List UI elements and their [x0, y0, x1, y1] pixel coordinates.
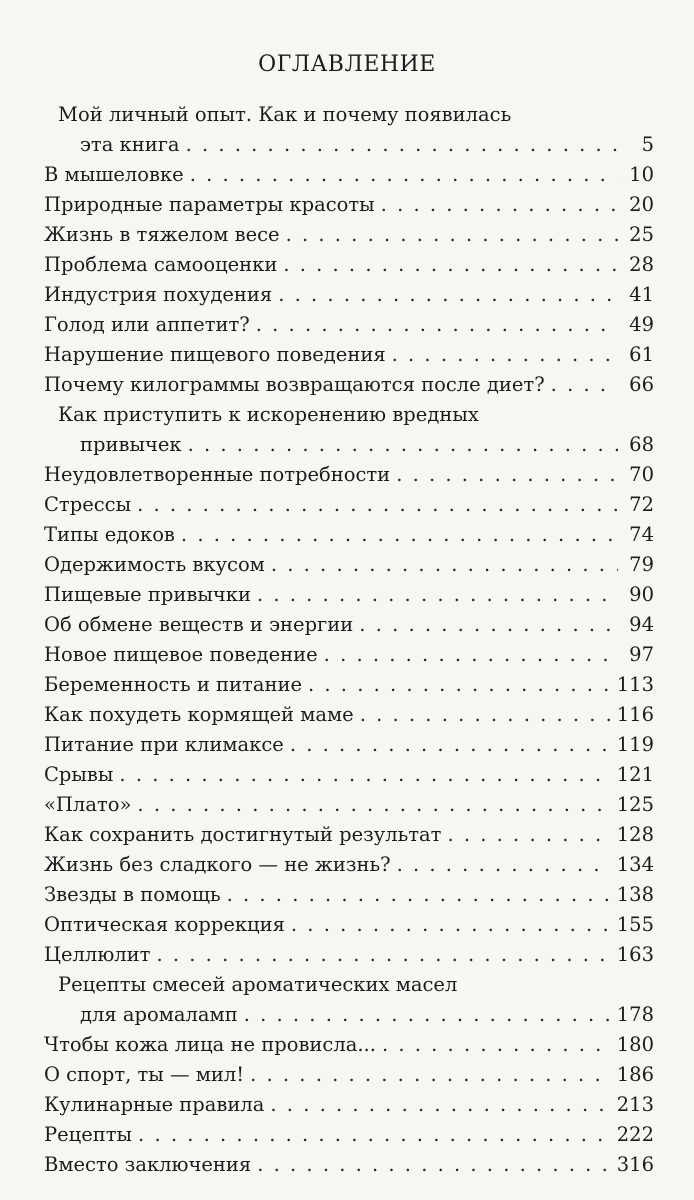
toc-entry-title: Звезды в помощь: [44, 883, 221, 906]
toc-entry-line: [0, 880, 694, 910]
dot-leader: [286, 220, 618, 250]
toc-entry-title: Голод или аппетит?: [44, 313, 250, 336]
toc-page-number: 128: [616, 823, 654, 846]
toc-entry: [0, 970, 694, 1030]
toc-entry-title: Типы едоков: [44, 523, 175, 546]
toc-page-number: 121: [616, 763, 654, 786]
toc-entry: [0, 250, 694, 280]
page-title: ОГЛАВЛЕНИЕ: [258, 52, 436, 77]
toc-entry-title: Питание при климаксе: [44, 733, 284, 756]
toc-page-number: 222: [616, 1123, 654, 1146]
toc-page-number: 90: [629, 583, 654, 606]
toc-entry: [0, 820, 694, 850]
toc-entry-title: Об обмене веществ и энергии: [44, 613, 354, 636]
toc-page-number: 178: [616, 1003, 654, 1026]
toc-entry: [0, 520, 694, 550]
toc-entry-line: [0, 1150, 694, 1180]
toc-page-number: 49: [629, 313, 654, 336]
dot-leader: [291, 910, 611, 940]
toc-entry-title: привычек: [80, 433, 182, 456]
toc-entry-line: [0, 340, 694, 370]
dot-leader: [359, 610, 618, 640]
toc-entry: [0, 550, 694, 580]
dot-leader: [324, 640, 618, 670]
toc-entry-title: Пищевые привычки: [44, 583, 251, 606]
toc-entry: [0, 190, 694, 220]
toc-page-number: 186: [616, 1063, 654, 1086]
toc-entry-line: [0, 550, 694, 580]
toc-page-number: 113: [616, 673, 654, 696]
dot-leader: [382, 1030, 611, 1060]
toc-entry-title: Рецепты: [44, 1123, 133, 1146]
toc-entry-title-line: Мой личный опыт. Как и почему появилась: [58, 103, 512, 126]
toc-entry-line: [0, 520, 694, 550]
toc-entry-title: эта книга: [80, 133, 180, 156]
dot-leader: [156, 940, 610, 970]
toc-page-number: 70: [629, 463, 654, 486]
toc-entry-title: Почему килограммы возвращаются после диет?: [44, 373, 545, 396]
toc-page-number: 97: [629, 643, 654, 666]
toc-page-number: 5: [641, 133, 654, 156]
toc-entry-title: Жизнь в тяжелом весе: [44, 223, 280, 246]
dot-leader: [190, 160, 618, 190]
toc-entry-title: Срывы: [44, 763, 114, 786]
toc-entry-title: Одержимость вкусом: [44, 553, 265, 576]
dot-leader: [381, 190, 618, 220]
toc-entry-line: [0, 610, 694, 640]
toc-entry-title: Неудовлетворенные потребности: [44, 463, 391, 486]
toc-entry-title: Кулинарные правила: [44, 1093, 265, 1116]
toc-entry: [0, 1060, 694, 1090]
toc-entry: [0, 1030, 694, 1060]
dot-leader: [250, 1060, 611, 1090]
dot-leader: [137, 790, 610, 820]
toc-entry-title: Индустрия похудения: [44, 283, 273, 306]
toc-entry-line: [0, 310, 694, 340]
toc-entry-title: Природные параметры красоты: [44, 193, 375, 216]
toc-page-number: 25: [629, 223, 654, 246]
toc-entry-line: [0, 280, 694, 310]
toc-page-number: 119: [616, 733, 654, 756]
toc-entry-title: Вместо заключения: [44, 1153, 252, 1176]
toc-entry-line: [0, 790, 694, 820]
toc-page-number: 68: [629, 433, 654, 456]
toc-entry-title: Как сохранить достигнутый результат: [44, 823, 442, 846]
toc-page-number: 125: [616, 793, 654, 816]
toc-page-number: 74: [629, 523, 654, 546]
toc-entry: [0, 790, 694, 820]
toc-entry-line: [0, 640, 694, 670]
dot-leader: [270, 1090, 610, 1120]
dot-leader: [278, 280, 618, 310]
toc-page-number: 134: [616, 853, 654, 876]
toc-entry: [0, 1090, 694, 1120]
toc-entry: [0, 940, 694, 970]
dot-leader: [137, 490, 618, 520]
dot-leader: [360, 700, 611, 730]
toc-entry-title: Как похудеть кормящей маме: [44, 703, 354, 726]
dot-leader: [119, 760, 610, 790]
toc-entry-title-line: Как приступить к искоренению вредных: [58, 403, 479, 426]
dot-leader: [227, 880, 611, 910]
toc-entry-title: Нарушение пищевого поведения: [44, 343, 386, 366]
toc-entry-line: [0, 820, 694, 850]
dot-leader: [256, 310, 618, 340]
dot-leader: [396, 460, 618, 490]
toc-entry-title: для аромаламп: [80, 1003, 238, 1026]
toc-entry: [0, 220, 694, 250]
toc-page-number: 79: [629, 553, 654, 576]
toc-entry: [0, 850, 694, 880]
toc-entry: [0, 100, 694, 160]
toc-entry-line: [0, 1000, 694, 1030]
toc-entry-line: [0, 730, 694, 760]
toc-entry-line: [0, 910, 694, 940]
toc-entry-title: «Плато»: [44, 793, 132, 816]
toc-entry-title: Новое пищевое поведение: [44, 643, 318, 666]
toc-page-number: 61: [629, 343, 654, 366]
toc-entry: [0, 610, 694, 640]
toc-entry-line: [0, 1120, 694, 1150]
toc-page-number: 155: [616, 913, 654, 936]
toc-entry-title: Жизнь без сладкого — не жизнь?: [44, 853, 391, 876]
toc-entry: [0, 730, 694, 760]
toc-entry-line: [0, 940, 694, 970]
toc-entry: [0, 400, 694, 460]
toc-page-number: 72: [629, 493, 654, 516]
toc-entry-title-line: Рецепты смесей ароматических масел: [58, 973, 458, 996]
toc-entry-title: Чтобы кожа лица не провисла...: [44, 1033, 376, 1056]
toc-page-number: 180: [616, 1033, 654, 1056]
toc-page-number: 94: [629, 613, 654, 636]
toc-entry: [0, 310, 694, 340]
toc-entry: [0, 460, 694, 490]
toc-entry-title: Беременность и питание: [44, 673, 302, 696]
toc-page-number: 116: [616, 703, 654, 726]
dot-leader: [257, 1150, 611, 1180]
toc-entry: [0, 340, 694, 370]
toc-entry: [0, 370, 694, 400]
toc-page-number: 66: [629, 373, 654, 396]
toc-entry-title: О спорт, ты — мил!: [44, 1063, 245, 1086]
dot-leader: [290, 730, 611, 760]
toc-entry: [0, 160, 694, 190]
toc-entry: [0, 1120, 694, 1150]
toc-entry-line: [0, 850, 694, 880]
toc-entry: [0, 640, 694, 670]
dot-leader: [188, 430, 618, 460]
table-of-contents: [0, 100, 694, 1180]
toc-entry-title: Стрессы: [44, 493, 132, 516]
toc-entry: [0, 280, 694, 310]
toc-entry-title: Проблема самооценки: [44, 253, 278, 276]
toc-entry: [0, 760, 694, 790]
toc-entry-line: [0, 190, 694, 220]
dot-leader: [392, 340, 618, 370]
toc-entry-title: Оптическая коррекция: [44, 913, 285, 936]
toc-entry-line: [0, 490, 694, 520]
toc-entry-line: [0, 760, 694, 790]
toc-entry-line: [0, 1030, 694, 1060]
dot-leader: [186, 130, 618, 160]
toc-entry-line: [0, 1090, 694, 1120]
dot-leader: [138, 1120, 611, 1150]
toc-page-number: 41: [629, 283, 654, 306]
toc-entry-title: В мышеловке: [44, 163, 184, 186]
toc-entry: [0, 700, 694, 730]
toc-entry-line: [0, 580, 694, 610]
toc-entry: [0, 490, 694, 520]
toc-page-number: 138: [616, 883, 654, 906]
toc-entry-line: [0, 1060, 694, 1090]
dot-leader: [308, 670, 611, 700]
toc-entry: [0, 670, 694, 700]
toc-entry-line: [0, 700, 694, 730]
dot-leader: [447, 820, 610, 850]
dot-leader: [271, 550, 618, 580]
dot-leader: [283, 250, 618, 280]
toc-entry-line: [0, 460, 694, 490]
toc-entry-title: Целлюлит: [44, 943, 151, 966]
toc-entry-line: [0, 220, 694, 250]
toc-entry: [0, 910, 694, 940]
toc-entry-line: [0, 160, 694, 190]
toc-entry-line: [0, 670, 694, 700]
dot-leader: [257, 580, 618, 610]
toc-entry-line: [0, 430, 694, 460]
toc-entry: [0, 1150, 694, 1180]
dot-leader: [551, 370, 618, 400]
toc-entry-line: [0, 370, 694, 400]
toc-entry: [0, 580, 694, 610]
toc-entry-line: [0, 250, 694, 280]
dot-leader: [397, 850, 611, 880]
dot-leader: [244, 1000, 611, 1030]
toc-entry-line: [0, 130, 694, 160]
toc-page-number: 213: [616, 1093, 654, 1116]
toc-page-number: 20: [629, 193, 654, 216]
toc-page-number: 316: [616, 1153, 654, 1176]
toc-page-number: 28: [629, 253, 654, 276]
toc-page-number: 163: [616, 943, 654, 966]
dot-leader: [181, 520, 618, 550]
toc-entry: [0, 880, 694, 910]
toc-page-number: 10: [629, 163, 654, 186]
